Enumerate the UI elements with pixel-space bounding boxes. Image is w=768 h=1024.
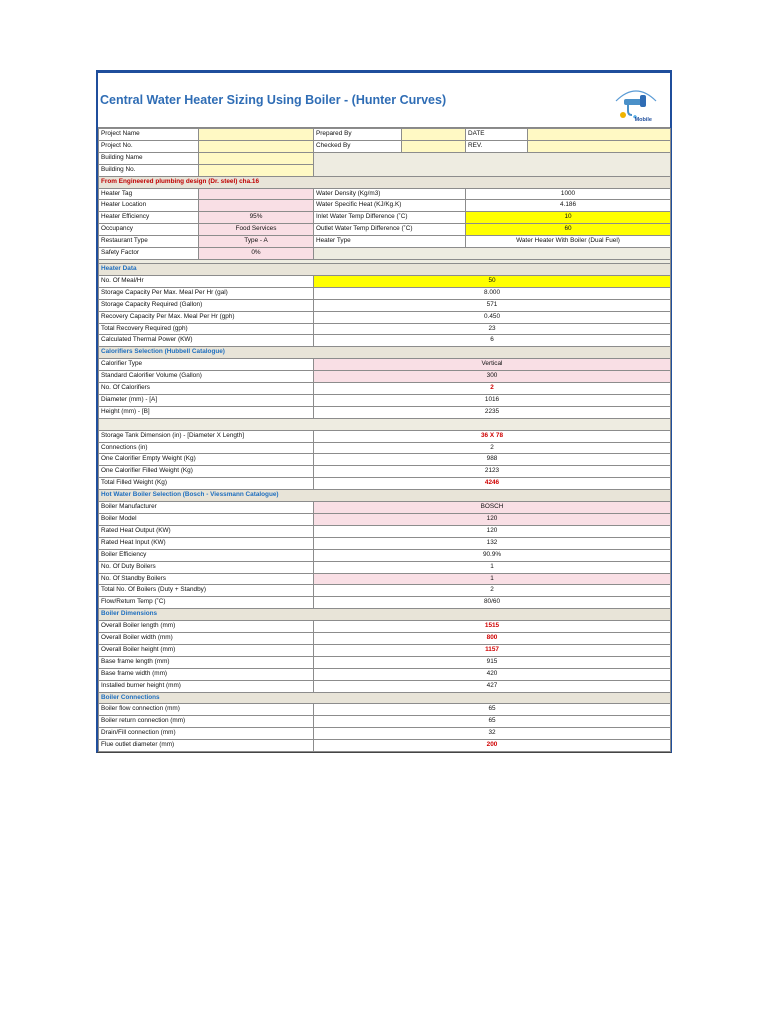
standby-boilers-label: No. Of Standby Boilers [99,573,314,585]
heater-type-label: Heater Type [314,236,466,248]
table-row [99,573,671,585]
empty-weight-value: 988 [314,454,671,466]
calorifier-volume-label: Standard Calorifier Volume (Gallon) [99,371,314,383]
calorifier-diameter-value: 1016 [314,394,671,406]
table-row [99,680,671,692]
rev-field[interactable] [528,140,671,152]
boiler-efficiency-label: Boiler Efficiency [99,549,314,561]
table-row [99,236,671,248]
section-header-row [99,263,671,275]
base-frame-width-label: Base frame width (mm) [99,668,314,680]
spreadsheet [96,70,672,753]
table-row [99,275,671,287]
table-row [99,633,671,645]
table-row [99,704,671,716]
table-row [99,299,671,311]
table-row [99,454,671,466]
empty-weight-label: One Calorifier Empty Weight (Kg) [99,454,314,466]
water-density-value: 1000 [466,188,671,200]
title-bar [98,73,670,128]
table-row [99,537,671,549]
building-no-field[interactable] [199,164,314,176]
tank-dimension-value: 36 X 78 [314,430,671,442]
boiler-manufacturer-label: Boiler Manufacturer [99,502,314,514]
table-row [99,383,671,395]
table-row [99,359,671,371]
inlet-temp-diff-label: Inlet Water Temp Difference (˚C) [314,212,466,224]
building-name-label: Building Name [99,152,199,164]
blank-cell [314,248,671,260]
boiler-length-label: Overall Boiler length (mm) [99,621,314,633]
table-row [99,394,671,406]
water-density-label: Water Density (Kg/m3) [314,188,466,200]
table-row [99,371,671,383]
table-row [99,502,671,514]
storage-capacity-required-value: 571 [314,299,671,311]
heater-location-field[interactable] [199,200,314,212]
project-no-field[interactable] [199,140,314,152]
calorifier-type-value[interactable]: Vertical [314,359,671,371]
water-specific-heat-value: 4.186 [466,200,671,212]
table-row [99,406,671,418]
flow-connection-value: 65 [314,704,671,716]
table-row [99,656,671,668]
table-row [99,311,671,323]
table-row [99,728,671,740]
table-row [99,200,671,212]
boiler-header: Hot Water Boiler Selection (Bosch - Viessmann Catalogue) [99,490,671,502]
occupancy-value[interactable]: Food Services [199,224,314,236]
table-row [99,585,671,597]
rated-heat-output-label: Rated Heat Output (KW) [99,525,314,537]
boiler-model-label: Boiler Model [99,513,314,525]
prepared-by-field[interactable] [402,129,466,141]
date-field[interactable] [528,129,671,141]
building-no-label: Building No. [99,164,199,176]
boiler-manufacturer-value[interactable]: BOSCH [314,502,671,514]
outlet-temp-diff-value[interactable]: 60 [466,224,671,236]
flue-outlet-value: 200 [314,740,671,752]
table-row [99,668,671,680]
boiler-length-value: 1515 [314,621,671,633]
flow-return-temp-label: Flow/Return Temp (˚C) [99,597,314,609]
safety-factor-value[interactable]: 0% [199,248,314,260]
total-boilers-label: Total No. Of Boilers (Duty + Standby) [99,585,314,597]
table-row [99,513,671,525]
calorifier-count-label: No. Of Calorifiers [99,383,314,395]
rated-heat-input-value: 132 [314,537,671,549]
boiler-height-value: 1157 [314,644,671,656]
calorifier-volume-value[interactable]: 300 [314,371,671,383]
restaurant-type-value[interactable]: Type - A [199,236,314,248]
water-specific-heat-label: Water Specific Heat (KJ/Kg.K) [314,200,466,212]
table-row [99,621,671,633]
return-connection-label: Boiler return connection (mm) [99,716,314,728]
table-row [99,323,671,335]
boiler-efficiency-value: 90.9% [314,549,671,561]
tank-dimension-label: Storage Tank Dimension (in) - [Diameter X Length] [99,430,314,442]
table-row [99,716,671,728]
filled-weight-value: 2123 [314,466,671,478]
heater-location-label: Heater Location [99,200,199,212]
storage-capacity-per-meal-label: Storage Capacity Per Max. Meal Per Hr (gal) [99,287,314,299]
heater-tag-label: Heater Tag [99,188,199,200]
table-row [99,466,671,478]
connections-label: Connections (in) [99,442,314,454]
project-no-label: Project No. [99,140,199,152]
heater-type-value: Water Heater With Boiler (Dual Fuel) [466,236,671,248]
occupancy-label: Occupancy [99,224,199,236]
connections-header: Boiler Connections [99,692,671,704]
thermal-power-label: Calculated Thermal Power (KW) [99,335,314,347]
project-name-field[interactable] [199,129,314,141]
inlet-temp-diff-value[interactable]: 10 [466,212,671,224]
flow-connection-label: Boiler flow connection (mm) [99,704,314,716]
table-row [99,478,671,490]
date-label: DATE [466,129,528,141]
checked-by-field[interactable] [402,140,466,152]
return-connection-value: 65 [314,716,671,728]
table-row [99,152,671,164]
table-row [99,248,671,260]
table-row [99,597,671,609]
total-filled-weight-value: 4246 [314,478,671,490]
recovery-capacity-per-meal-label: Recovery Capacity Per Max. Meal Per Hr (gph) [99,311,314,323]
base-frame-length-value: 915 [314,656,671,668]
thermal-power-value: 6 [314,335,671,347]
total-recovery-value: 23 [314,323,671,335]
table-row [99,430,671,442]
table-row [99,188,671,200]
total-filled-weight-label: Total Filled Weight (Kg) [99,478,314,490]
total-recovery-label: Total Recovery Required (gph) [99,323,314,335]
recovery-capacity-per-meal-value: 0.450 [314,311,671,323]
boiler-height-label: Overall Boiler height (mm) [99,644,314,656]
project-blank-area [314,152,671,176]
table-row [99,561,671,573]
calorifier-type-label: Calorifier Type [99,359,314,371]
boiler-width-value: 800 [314,633,671,645]
burner-height-value: 427 [314,680,671,692]
source-header: From Engineered plumbing design (Dr. steel) cha.16 [99,176,671,188]
prepared-by-label: Prepared By [314,129,402,141]
boiler-model-value[interactable]: 120 [314,513,671,525]
storage-capacity-per-meal-value: 8.000 [314,287,671,299]
table-row [99,525,671,537]
calorifier-height-value: 2235 [314,406,671,418]
logo-subtitle: Mobile [634,117,652,123]
sizing-table [98,128,671,752]
section-header-row [99,609,671,621]
table-row [99,224,671,236]
restaurant-type-label: Restaurant Type [99,236,199,248]
standby-boilers-value[interactable]: 1 [314,573,671,585]
project-name-label: Project Name [99,129,199,141]
table-row [99,644,671,656]
heater-efficiency-label: Heater Efficiency [99,212,199,224]
boiler-width-label: Overall Boiler width (mm) [99,633,314,645]
calorifier-height-label: Height (mm) - [B] [99,406,314,418]
building-name-field[interactable] [199,152,314,164]
base-frame-length-label: Base frame length (mm) [99,656,314,668]
calorifier-diameter-label: Diameter (mm) - [A] [99,394,314,406]
duty-boilers-value: 1 [314,561,671,573]
flow-return-temp-value: 80/60 [314,597,671,609]
outlet-temp-diff-label: Outlet Water Temp Difference (˚C) [314,224,466,236]
calorifier-count-value: 2 [314,383,671,395]
duty-boilers-label: No. Of Duty Boilers [99,561,314,573]
table-row [99,287,671,299]
table-row [99,140,671,152]
storage-capacity-required-label: Storage Capacity Required (Gallon) [99,299,314,311]
rated-heat-output-value: 120 [314,525,671,537]
table-row [99,740,671,752]
connections-value: 2 [314,442,671,454]
flue-outlet-label: Flue outlet diameter (mm) [99,740,314,752]
heater-efficiency-value[interactable]: 95% [199,212,314,224]
rev-label: REV. [466,140,528,152]
section-header-row [99,347,671,359]
table-row [99,129,671,141]
safety-factor-label: Safety Factor [99,248,199,260]
rated-heat-input-label: Rated Heat Input (KW) [99,537,314,549]
spacer-row [99,418,671,430]
meals-per-hr-value[interactable]: 50 [314,275,671,287]
section-header-row [99,176,671,188]
base-frame-width-value: 420 [314,668,671,680]
sheet-title: Central Water Heater Sizing Using Boiler - (Hunter Curves) [100,93,447,107]
heater-tag-field[interactable] [199,188,314,200]
table-row [99,212,671,224]
table-row [99,549,671,561]
dimensions-header: Boiler Dimensions [99,609,671,621]
filled-weight-label: One Calorifier Filled Weight (Kg) [99,466,314,478]
total-boilers-value: 2 [314,585,671,597]
section-header-row [99,692,671,704]
meals-per-hr-label: No. Of Meal/Hr [99,275,314,287]
drain-fill-connection-label: Drain/Fill connection (mm) [99,728,314,740]
calorifiers-header: Calorifiers Selection (Hubbell Catalogue) [99,347,671,359]
table-row [99,442,671,454]
heater-data-header: Heater Data [99,263,671,275]
table-row [99,335,671,347]
drain-fill-connection-value: 32 [314,728,671,740]
checked-by-label: Checked By [314,140,402,152]
burner-height-label: Installed burner height (mm) [99,680,314,692]
section-header-row [99,490,671,502]
